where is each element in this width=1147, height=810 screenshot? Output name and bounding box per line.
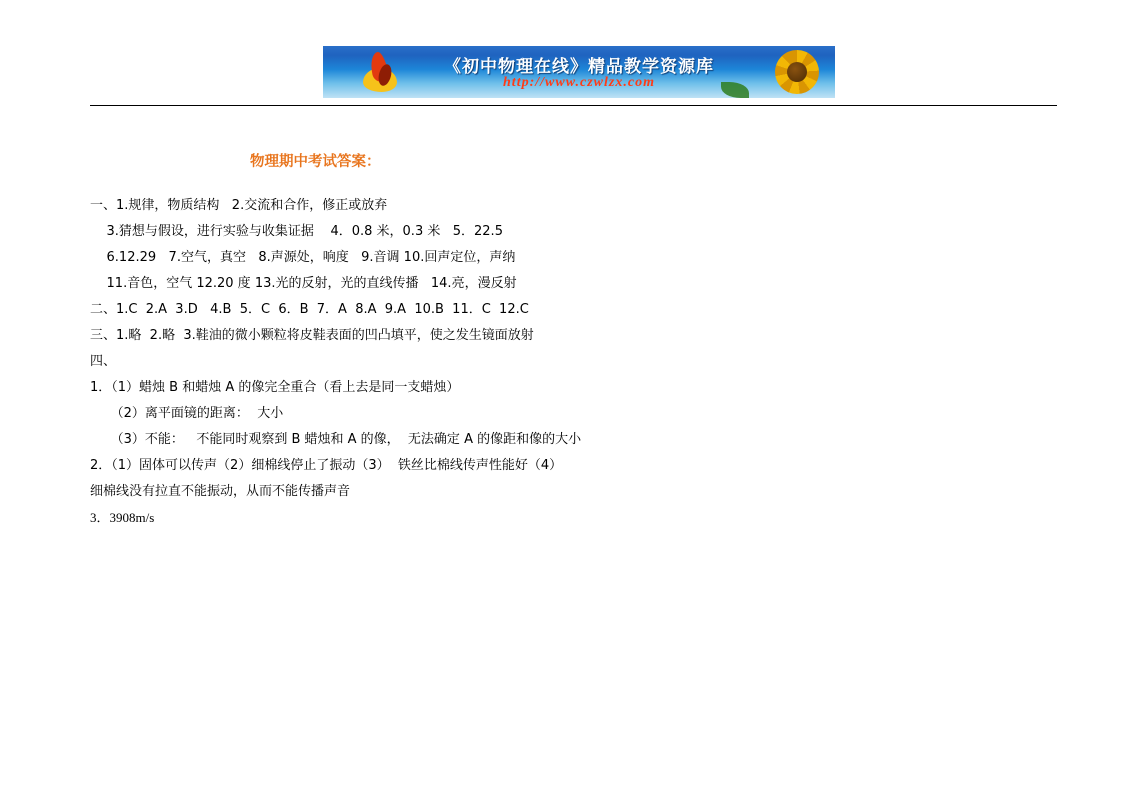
answer-line: （3）不能： 不能同时观察到 B 蜡烛和 A 的像， 无法确定 A 的像距和像的大小 <box>90 432 582 447</box>
answer-section-three <box>90 323 1070 349</box>
answer-line: 1．（1）蜡烛 B 和蜡烛 A 的像完全重合（看上去是同一支蜡烛） <box>90 380 460 395</box>
answer-line: 3.猜想与假设，进行实验与收集证据 4．0.8 米，0.3 米 5．22.5 <box>90 224 503 239</box>
answer-line: （2）离平面镜的距离： 大小 <box>90 406 284 421</box>
answer-line: 四、 <box>90 354 117 369</box>
answer-line: 细棉线没有拉直不能振动，从而不能传播声音 <box>90 484 351 499</box>
answer-section-one <box>90 193 1070 297</box>
site-banner <box>323 46 835 98</box>
page-title: 物理期中考试答案： <box>250 154 381 170</box>
header-divider <box>90 105 1057 106</box>
answer-line: 6.12.29 7.空气，真空 8.声源处，响度 9.音调 10.回声定位，声纳 <box>90 250 516 265</box>
banner-title: 《初中物理在线》精品教学资源库 <box>444 57 714 77</box>
answer-line: 一、1.规律，物质结构 2.交流和合作，修正或放弃 <box>90 198 388 213</box>
answer-section-four <box>90 349 1070 531</box>
answer-section-two <box>90 297 1070 323</box>
answer-line: 2．（1）固体可以传声（2）细棉线停止了振动（3） 铁丝比棉线传声性能好（4） <box>90 458 563 473</box>
banner-graphic <box>323 46 835 98</box>
answer-line: 3．3908m/s <box>90 510 155 525</box>
answer-line: 11.音色，空气 12.20 度 13.光的反射，光的直线传播 14.亮，漫反射 <box>90 276 517 291</box>
banner-url[interactable]: http://www.czwlzx.com <box>503 75 655 90</box>
answer-line: 三、1.略 2.略 3.鞋油的微小颗粒将皮鞋表面的凹凸填平，使之发生镜面放射 <box>90 328 534 343</box>
document-body <box>90 150 1070 531</box>
answer-line: 二、1.C 2.A 3.D 4.B 5．C 6．B 7．A 8.A 9.A 10.B 11．C 12.C <box>90 302 529 317</box>
